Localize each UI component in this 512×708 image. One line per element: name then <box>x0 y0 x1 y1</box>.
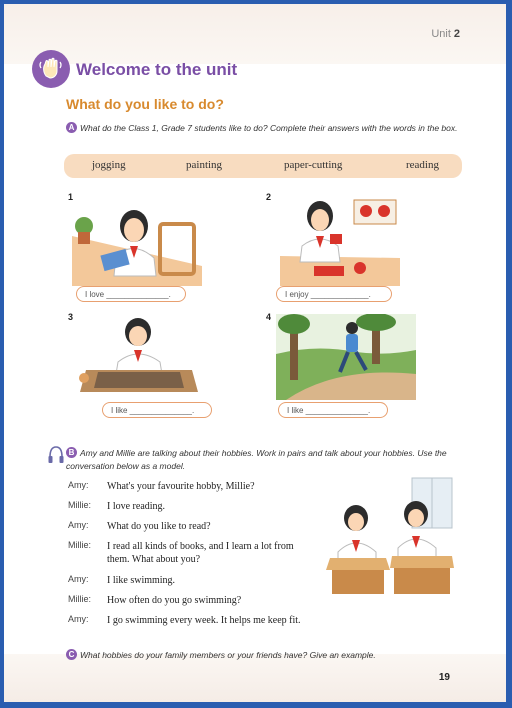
word-jogging: jogging <box>92 159 126 171</box>
picture-boy-jogging <box>276 314 416 400</box>
page-number: 19 <box>438 672 450 683</box>
picture-girl-paper-cutting <box>280 196 400 286</box>
answer-field-4[interactable]: I like ______________. <box>278 402 388 418</box>
section-title: What do you like to do? <box>66 96 224 112</box>
word-paper-cutting: paper-cutting <box>284 159 343 171</box>
word-box <box>64 154 462 178</box>
line-text: I read all kinds of books, and I learn a lot from them. What about you? <box>107 541 294 565</box>
part-a-instruction <box>66 122 458 135</box>
unit-label <box>431 28 460 40</box>
speaker: Millie: <box>68 500 92 510</box>
part-b-letter: B <box>66 447 77 458</box>
line-text: I go swimming every week. It helps me keep fit. <box>107 615 301 626</box>
part-c-letter: C <box>66 649 77 660</box>
line-text: I like swimming. <box>107 575 176 586</box>
speaker: Amy: <box>68 480 89 490</box>
part-c-instruction <box>66 649 458 662</box>
picture-number-1: 1 <box>68 192 74 202</box>
part-b-instruction <box>66 447 458 473</box>
part-a-instruction-text: What do the Class 1, Grade 7 students like to do? Complete their answers with the words in the box. <box>80 123 458 133</box>
welcome-title: Welcome to the unit <box>76 60 238 79</box>
picture-girl-reading <box>72 196 202 286</box>
word-painting: painting <box>186 159 223 171</box>
speaker: Amy: <box>68 614 89 624</box>
unit-number: 2 <box>453 28 460 40</box>
speaker: Amy: <box>68 574 89 584</box>
part-c-instruction-text: What hobbies do your family members or your friends have? Give an example. <box>80 650 376 660</box>
answer-field-2[interactable]: I enjoy _____________. <box>276 286 392 302</box>
line-text: What do you like to read? <box>107 521 211 532</box>
part-b-instruction-text: Amy and Millie are talking about their hobbies. Work in pairs and talk about your hobbies. Use the conversation below as a model. <box>66 448 447 471</box>
answer-field-3[interactable]: I like ______________. <box>102 402 212 418</box>
speaker: Millie: <box>68 594 92 604</box>
speaker: Millie: <box>68 540 92 550</box>
picture-two-girls-talking <box>326 474 456 598</box>
line-text: I love reading. <box>107 501 166 512</box>
line-text: How often do you go swimming? <box>107 595 242 606</box>
answer-field-1[interactable]: I love ______________. <box>76 286 186 302</box>
waving-hand-icon <box>32 50 70 88</box>
word-reading: reading <box>406 159 439 171</box>
picture-girl-painting <box>76 316 200 396</box>
part-a-letter: A <box>66 122 77 133</box>
speaker: Amy: <box>68 520 89 530</box>
picture-number-4: 4 <box>266 312 272 322</box>
headphones-icon[interactable] <box>48 445 64 465</box>
textbook-page <box>4 4 506 702</box>
unit-text: Unit <box>431 28 451 40</box>
picture-number-3: 3 <box>68 312 74 322</box>
picture-number-2: 2 <box>266 192 272 202</box>
line-text: What's your favourite hobby, Millie? <box>107 481 255 492</box>
